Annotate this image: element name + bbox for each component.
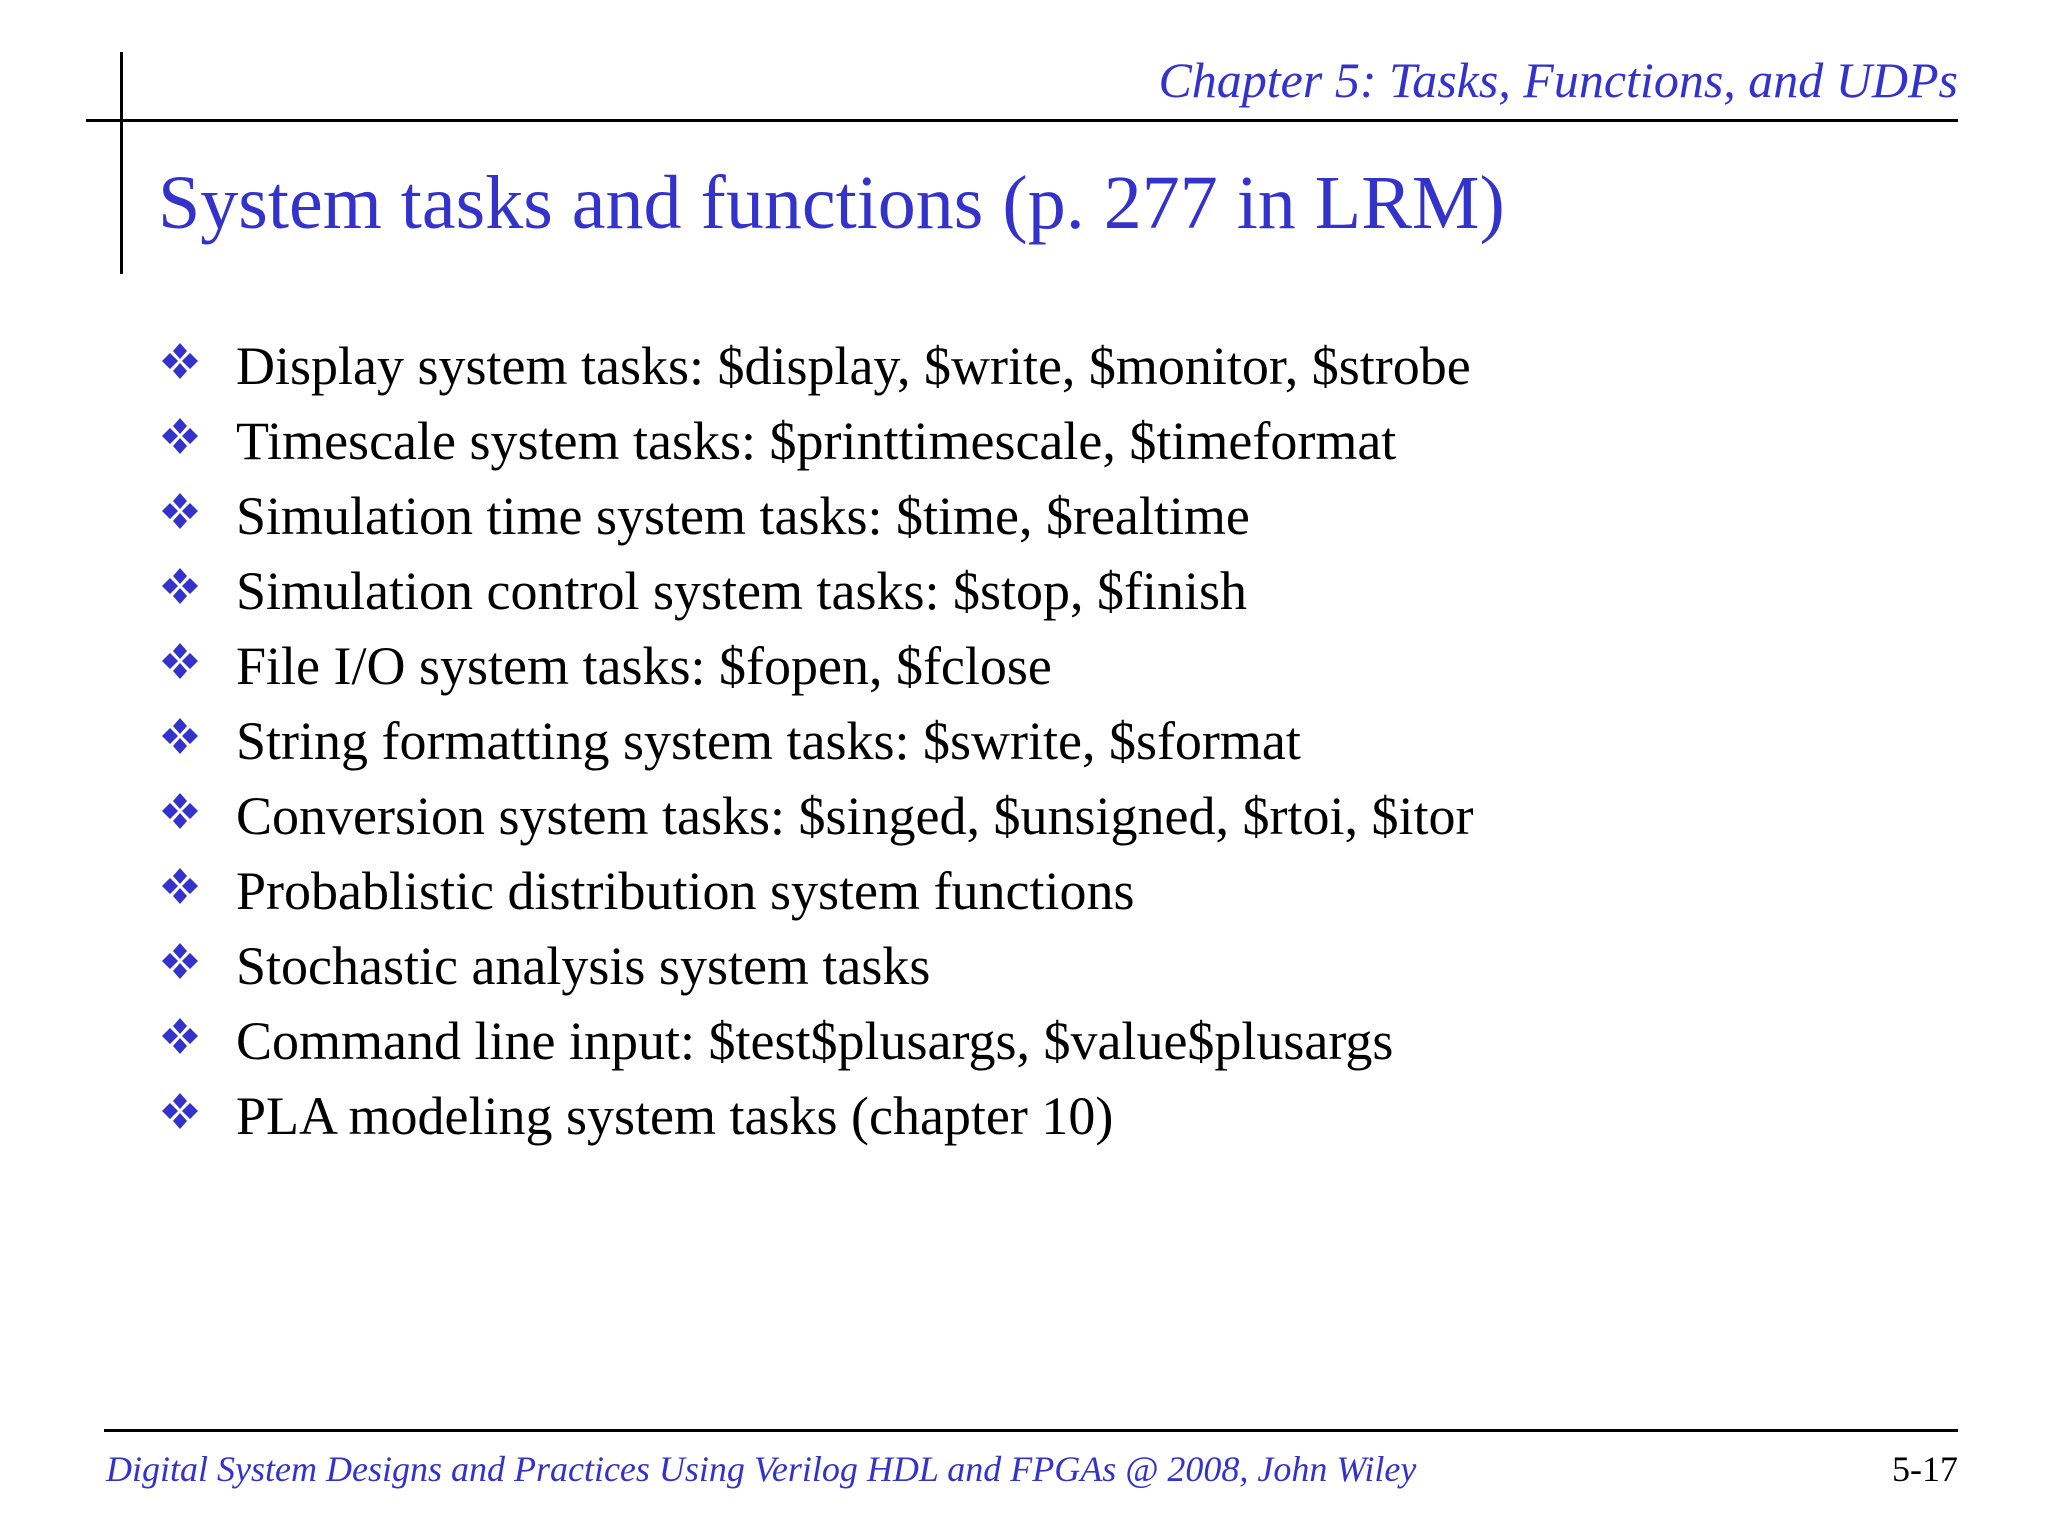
bullet-list xyxy=(160,332,1560,1157)
four-diamond-bullet-icon xyxy=(160,941,200,981)
bullet-text: String formatting system tasks: $swrite, $sformat xyxy=(236,711,1301,771)
four-diamond-bullet-icon xyxy=(160,716,200,756)
bullet-item xyxy=(160,857,1560,925)
bullet-item xyxy=(160,632,1560,700)
bullet-text: Simulation control system tasks: $stop, $finish xyxy=(236,561,1247,621)
header-horizontal-rule xyxy=(86,119,1958,122)
bullet-text: Stochastic analysis system tasks xyxy=(236,936,931,996)
four-diamond-bullet-icon xyxy=(160,1016,200,1056)
bullet-text: Probablistic distribution system functions xyxy=(236,861,1135,921)
bullet-item xyxy=(160,407,1560,475)
four-diamond-bullet-icon xyxy=(160,491,200,531)
page-number: 5-17 xyxy=(1892,1449,1958,1489)
footer-horizontal-rule xyxy=(104,1429,1958,1432)
bullet-item xyxy=(160,482,1560,550)
bullet-text: Conversion system tasks: $singed, $unsigned, $rtoi, $itor xyxy=(236,786,1474,846)
chapter-heading: Chapter 5: Tasks, Functions, and UDPs xyxy=(1158,52,1958,108)
four-diamond-bullet-icon xyxy=(160,791,200,831)
bullet-text: Timescale system tasks: $printtimescale, $timeformat xyxy=(236,411,1397,471)
bullet-text: Display system tasks: $display, $write, $monitor, $strobe xyxy=(236,336,1471,396)
footer-citation: Digital System Designs and Practices Using Verilog HDL and FPGAs @ 2008, John Wiley xyxy=(106,1449,1417,1489)
four-diamond-bullet-icon xyxy=(160,416,200,456)
bullet-text: File I/O system tasks: $fopen, $fclose xyxy=(236,636,1052,696)
bullet-text: Command line input: $test$plusargs, $value$plusargs xyxy=(236,1011,1394,1071)
four-diamond-bullet-icon xyxy=(160,866,200,906)
bullet-item xyxy=(160,1007,1560,1075)
bullet-text: PLA modeling system tasks (chapter 10) xyxy=(236,1086,1114,1146)
bullet-item xyxy=(160,557,1560,625)
four-diamond-bullet-icon xyxy=(160,566,200,606)
four-diamond-bullet-icon xyxy=(160,341,200,381)
bullet-item xyxy=(160,1082,1560,1150)
slide-title: System tasks and functions (p. 277 in LRM) xyxy=(158,161,1505,245)
bullet-item xyxy=(160,707,1560,775)
bullet-item xyxy=(160,332,1560,400)
header-vertical-rule xyxy=(120,52,123,274)
bullet-item xyxy=(160,782,1476,850)
bullet-text: Simulation time system tasks: $time, $realtime xyxy=(236,486,1250,546)
four-diamond-bullet-icon xyxy=(160,1091,200,1131)
four-diamond-bullet-icon xyxy=(160,641,200,681)
bullet-item xyxy=(160,932,1560,1000)
